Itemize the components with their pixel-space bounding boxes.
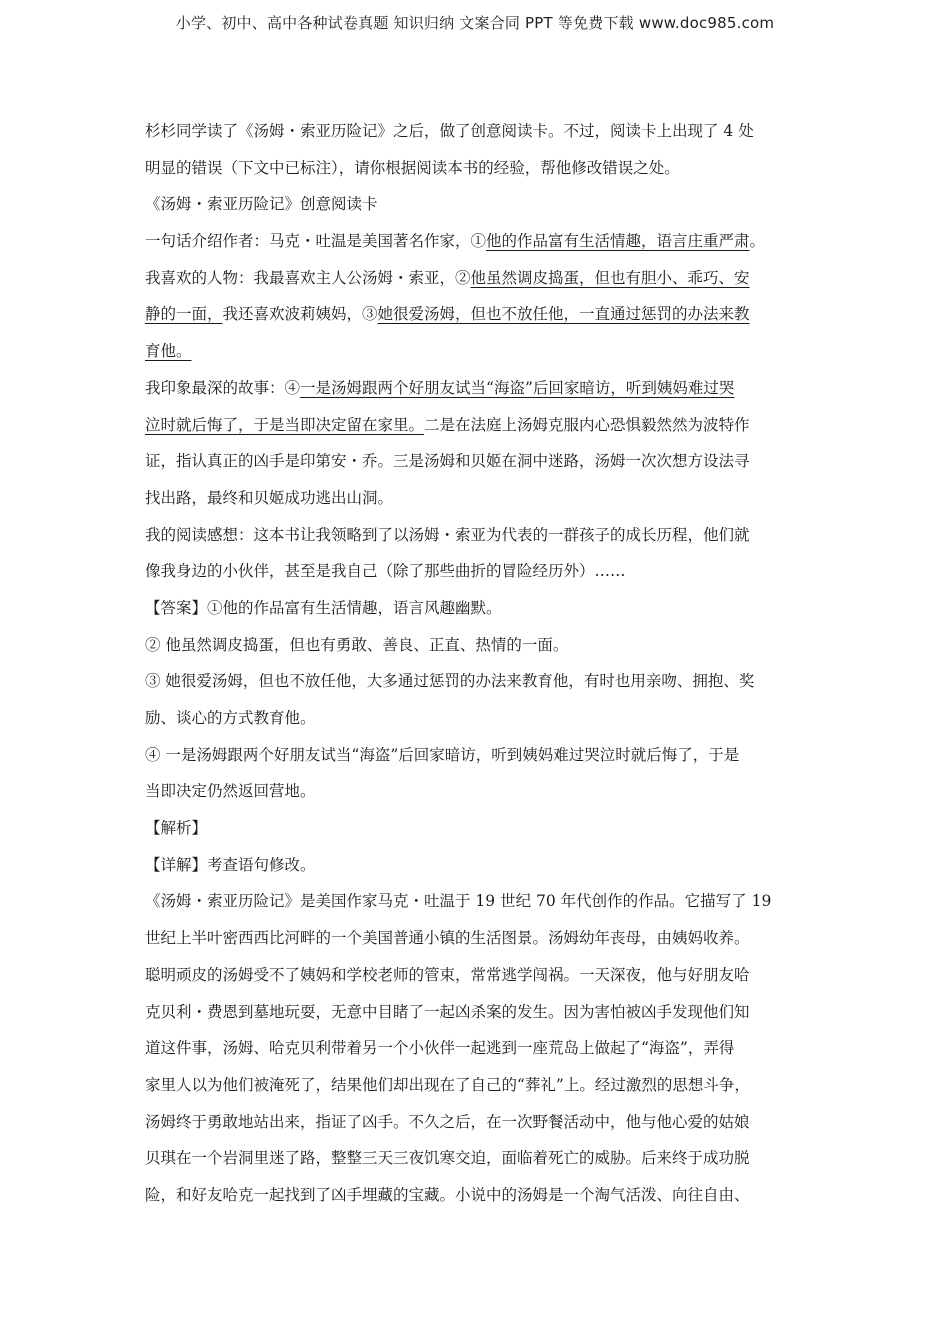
marked-error-text: 他的作品富有生活情趣，语言庄重严肃 bbox=[486, 232, 750, 251]
text-line bbox=[145, 260, 810, 297]
text-segment: 励、谈心的方式教育他。 bbox=[145, 709, 316, 727]
text-line bbox=[145, 590, 810, 627]
text-segment: 我印象最深的故事：④ bbox=[145, 378, 301, 397]
marked-error-text: 一是汤姆跟两个好朋友试当“海盗”后回家暗访，听到姨妈难过哭 bbox=[300, 378, 735, 397]
text-line bbox=[145, 883, 810, 920]
marked-error-text: 静的一面， bbox=[145, 305, 223, 324]
text-segment: 【答案】①他的作品富有生活情趣，语言风趣幽默。 bbox=[145, 598, 502, 617]
marked-error-text: 她很爱汤姆，但也不放任他，一直通过惩罚的办法来教 bbox=[377, 305, 750, 324]
text-line bbox=[145, 480, 810, 517]
text-segment: 险，和好友哈克一起找到了凶手埋藏的宝藏。小说中的汤姆是一个淘气活泼、向往自由、 bbox=[145, 1185, 750, 1204]
text-segment: 像我身边的小伙伴，甚至是我自己（除了那些曲折的冒险经历外）…… bbox=[145, 562, 626, 581]
text-segment: 聪明顽皮的汤姆受不了姨妈和学校老师的管束，常常逃学闯祸。一天深夜，他与好朋友哈 bbox=[145, 965, 750, 984]
text-segment: 《汤姆・索亚历险记》创意阅读卡 bbox=[145, 195, 378, 214]
text-line bbox=[145, 150, 810, 187]
text-segment: 找出路，最终和贝姬成功逃出山洞。 bbox=[145, 488, 394, 507]
text-line bbox=[145, 847, 810, 884]
text-segment: 杉杉同学读了《汤姆・索亚历险记》之后，做了创意阅读卡。不过，阅读卡上出现了 4 处 bbox=[145, 122, 754, 140]
text-segment: 家里人以为他们被淹死了，结果他们却出现在了自己的“葬礼”上。经过激烈的思想斗争， bbox=[145, 1075, 750, 1094]
text-line bbox=[145, 627, 810, 664]
text-segment: 贝琪在一个岩洞里迷了路，整整三天三夜饥寒交迫，面临着死亡的威胁。后来终于成功脱 bbox=[145, 1149, 750, 1168]
text-line bbox=[145, 223, 810, 260]
text-segment: 一句话介绍作者：马克・吐温是美国著名作家，① bbox=[145, 232, 487, 251]
text-segment: 二是在法庭上汤姆克服内心恐惧毅然然为波特作 bbox=[424, 415, 750, 434]
marked-error-text: 他虽然调皮捣蛋，但也有胆小、乖巧、安 bbox=[470, 268, 750, 287]
text-line bbox=[145, 1177, 810, 1214]
marked-error-text: 育他。 bbox=[145, 342, 192, 361]
text-segment: 【解析】 bbox=[145, 819, 208, 838]
text-line bbox=[145, 443, 810, 480]
text-segment: 。 bbox=[749, 232, 766, 251]
text-line bbox=[145, 553, 810, 590]
text-line bbox=[145, 296, 810, 333]
text-segment: 我还喜欢波莉姨妈，③ bbox=[222, 305, 378, 324]
text-segment: 世纪上半叶密西西比河畔的一个美国普通小镇的生活图景。汤姆幼年丧母，由姨妈收养。 bbox=[145, 929, 750, 948]
text-line bbox=[145, 370, 810, 407]
marked-error-text: 泣时就后悔了，于是当即决定留在家里。 bbox=[145, 415, 425, 434]
document-body bbox=[145, 113, 810, 1214]
text-line bbox=[145, 994, 810, 1031]
text-line bbox=[145, 663, 810, 700]
text-segment: ② 他虽然调皮捣蛋，但也有勇敢、善良、正直、热情的一面。 bbox=[145, 635, 569, 654]
text-line bbox=[145, 1104, 810, 1141]
text-line bbox=[145, 113, 810, 150]
text-line bbox=[145, 1140, 810, 1177]
text-line bbox=[145, 407, 810, 444]
text-line bbox=[145, 1030, 810, 1067]
text-segment: 我喜欢的人物：我最喜欢主人公汤姆・索亚，② bbox=[145, 268, 471, 287]
text-line bbox=[145, 920, 810, 957]
text-line bbox=[145, 737, 810, 774]
text-line bbox=[145, 773, 810, 810]
text-segment: 当即决定仍然返回营地。 bbox=[145, 782, 316, 801]
text-line bbox=[145, 186, 810, 223]
text-segment: 道这件事，汤姆、哈克贝利带着另一个小伙伴一起逃到一座荒岛上做起了“海盗”，弄得 bbox=[145, 1039, 735, 1058]
text-line bbox=[145, 957, 810, 994]
text-line bbox=[145, 700, 810, 737]
text-line bbox=[145, 810, 810, 847]
text-segment: 克贝利・费恩到墓地玩耍，无意中目睹了一起凶杀案的发生。因为害怕被凶手发现他们知 bbox=[145, 1002, 750, 1021]
text-segment: 证，指认真正的凶手是印第安・乔。三是汤姆和贝姬在洞中迷路，汤姆一次次想方设法寻 bbox=[145, 452, 750, 471]
text-line bbox=[145, 333, 810, 370]
text-line bbox=[145, 517, 810, 554]
text-line bbox=[145, 1067, 810, 1104]
text-segment: ④ 一是汤姆跟两个好朋友试当“海盗”后回家暗访，听到姨妈难过哭泣时就后悔了，于是 bbox=[145, 745, 740, 764]
text-segment: 《汤姆・索亚历险记》是美国作家马克・吐温于 19 世纪 70 年代创作的作品。它描写了 19 bbox=[145, 892, 772, 911]
text-segment: ③ 她很爱汤姆，但也不放任他，大多通过惩罚的办法来教育他，有时也用亲吻、拥抱、奖 bbox=[145, 672, 755, 691]
text-segment: 汤姆终于勇敢地站出来，指证了凶手。不久之后，在一次野餐活动中，他与他心爱的姑娘 bbox=[145, 1112, 750, 1131]
text-segment: 【详解】考查语句修改。 bbox=[145, 855, 316, 874]
text-segment: 我的阅读感想：这本书让我领略到了以汤姆・索亚为代表的一群孩子的成长历程，他们就 bbox=[145, 525, 750, 544]
page-header: 小学、初中、高中各种试卷真题 知识归纳 文案合同 PPT 等免费下载 www.doc985.com bbox=[175, 14, 775, 32]
text-segment: 明显的错误（下文中已标注），请你根据阅读本书的经验，帮他修改错误之处。 bbox=[145, 158, 680, 177]
